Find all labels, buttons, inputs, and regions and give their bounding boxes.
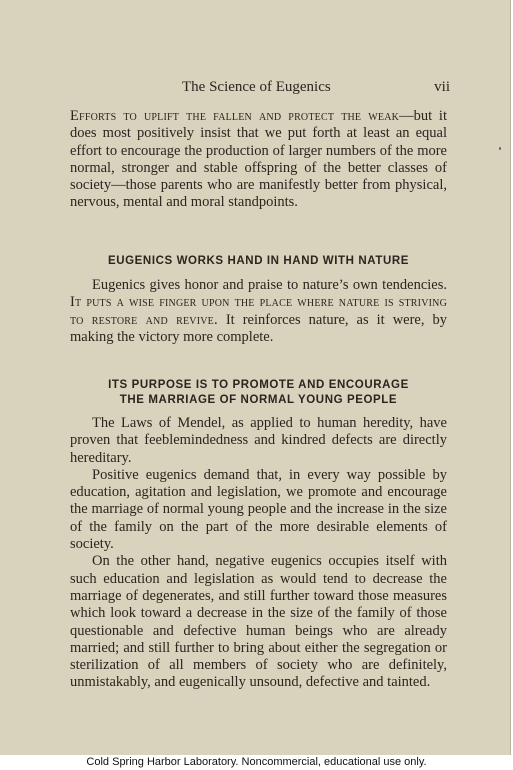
heading-line: THE MARRIAGE OF NORMAL YOUNG PEOPLE [119, 394, 398, 406]
heading-line: ITS PURPOSE IS TO PROMOTE AND ENCOURAGE [108, 379, 409, 391]
small-caps-lead: Efforts to uplift the fallen and protect the weak [70, 108, 400, 124]
section-1-paragraph [70, 108, 447, 212]
paragraph-text: It reinforces nature, as it were, by making the victory more complete. [70, 311, 447, 345]
section-heading-purpose [70, 378, 447, 408]
paragraph-mendel: The Laws of Mendel, as applied to human heredity, have proven that feeblemindedness and kindred defects are directly hereditary. [70, 415, 447, 466]
paragraph-text: —but it does most positively insist that we put forth at least an equal effort to encourage the production of larger numbers of the more normal, stronger and stable offspring of the better classes of society—those parents who are manifestly better from physical, nervous, mental and moral standpoints. [70, 108, 447, 211]
running-title: The Science of Eugenics [182, 79, 331, 95]
paragraph-text: Eugenics gives honor and praise to nature’s own tendencies. [92, 277, 447, 293]
running-header [180, 79, 450, 99]
paragraph-positive-eugenics: Positive eugenics demand that, in every way possible by education, agitation and legislation, we promote and encourage the marriage of normal young people and the increase in the size of the family on the part of the more desirable elements of society. [70, 466, 447, 553]
paper-speck [499, 147, 501, 150]
section-heading-nature: EUGENICS WORKS HAND IN HAND WITH NATURE [107, 255, 410, 267]
small-caps-emphasis: It puts a wise finger upon the place where nature is striving to restore and revive. [70, 294, 447, 328]
page-number: vii [434, 79, 450, 95]
section-2-paragraph [70, 277, 447, 346]
section-3-text [70, 415, 447, 692]
copyright-footer: Cold Spring Harbor Laboratory. Noncommercial, educational use only. [86, 756, 427, 768]
paragraph-negative-eugenics: On the other hand, negative eugenics occupies itself with such education and legislation as would tend to decrease the marriage of degenerates, and still further toward those measures which look toward a decrease in the size of the family of those questionable and defective human beings who are already married; and still further to bring about either the segregation or sterilization of all members of society who are definitely, unmistakably, and eugenically unsound, defective and tainted. [70, 553, 447, 691]
